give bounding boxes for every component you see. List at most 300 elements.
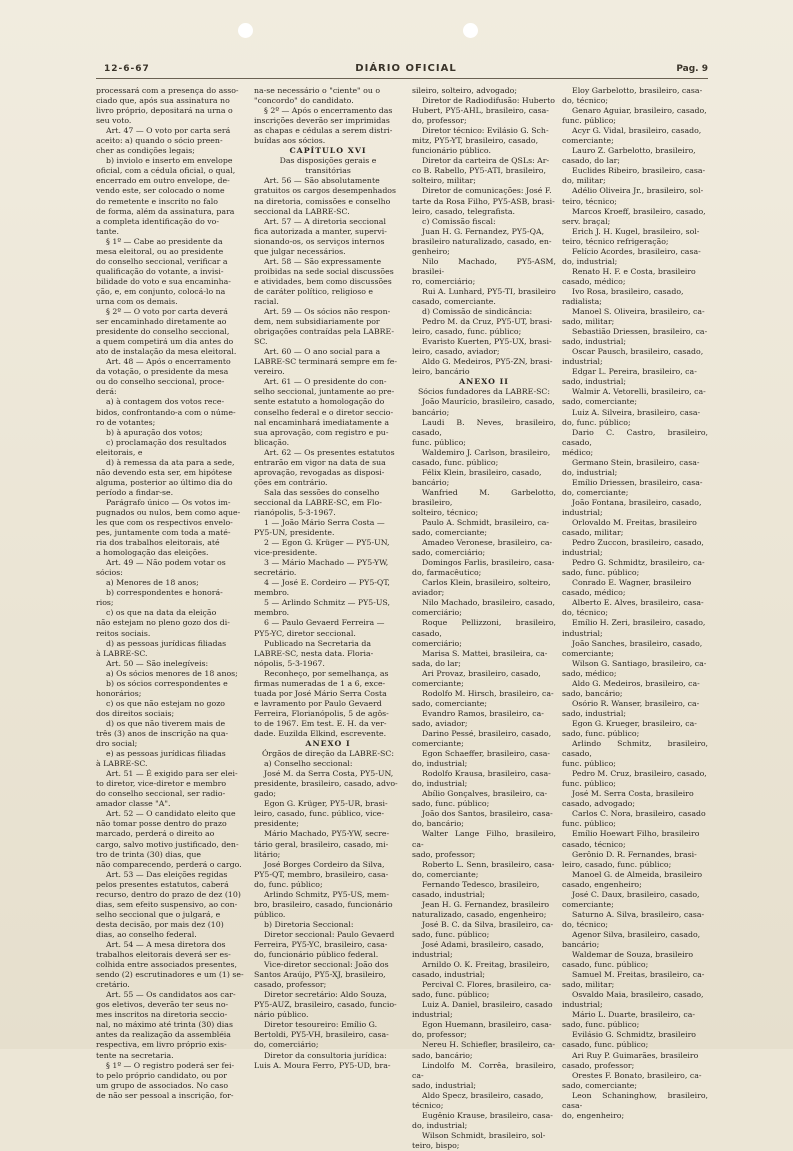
text-line: funcionário público.	[412, 146, 491, 156]
text-line: Ivo Rosa, brasileiro, casado,	[572, 286, 684, 296]
text-line: casado, médico;	[562, 588, 626, 598]
text-line: to de 1967. Em test. E. H. da ver-	[254, 718, 387, 728]
text-line: racial.	[254, 296, 279, 306]
text-line: tente na secretaria.	[96, 1050, 174, 1060]
text-line: seccional da LABRE-SC, em Flo-	[254, 497, 382, 507]
text-line: do, func. público;	[562, 417, 631, 427]
text-line: Sebastião Driessen, brasileiro, ca-	[572, 327, 708, 337]
text-line: d) os que não tiverem mais de	[106, 718, 226, 728]
text-line: Eloy Garbelotto, brasileiro, casa-	[572, 86, 703, 95]
text-line: Marisa S. Mattei, brasileira, ca-	[422, 648, 548, 658]
text-line: casado, industrial;	[412, 889, 485, 899]
text-line: Roberto L. Senn, brasileiro, casa-	[422, 859, 555, 869]
text-line: Luis A. Moura Ferro, PY5-UD, bra-	[254, 1060, 391, 1070]
text-line: LABRE-SC, nesta data. Floria-	[254, 648, 374, 658]
text-line: b) à apuração dos votos;	[106, 427, 203, 437]
text-line: Renato H. F. e Costa, brasileiro	[572, 266, 696, 276]
text-line: amador classe "A".	[96, 799, 171, 809]
text-line: casado, func. público;	[562, 960, 649, 970]
text-line: José B. C. da Silva, brasileiro, ca-	[422, 919, 554, 929]
text-line: radialista;	[562, 296, 602, 306]
text-line: ato de instalação da mesa eleitoral.	[96, 347, 237, 357]
text-line: médico;	[562, 447, 594, 457]
text-line: dias, sem efeito suspensivo, ao con-	[96, 899, 238, 909]
text-line: João Maurício, brasileiro, casado,	[422, 397, 555, 407]
text-line: bidos, confrontando-a com o núme-	[96, 407, 236, 417]
text-line: e) as pessoas jurídicas filiadas	[106, 749, 226, 759]
text-line: qualificação do votante, a invisi-	[96, 266, 224, 276]
text-line: aprovação, revogadas as disposi-	[254, 467, 385, 477]
text-line: Mário L. Duarte, brasileiro, ca-	[572, 1010, 696, 1020]
text-line: Conrado E. Wagner, brasileiro	[572, 578, 692, 588]
text-line: vereiro.	[254, 367, 285, 377]
text-line: Jean H. G. Fernandez, brasileiro	[422, 899, 550, 909]
text-line: Diretor secretário: Aldo Souza,	[264, 990, 387, 1000]
text-line: selho seccional que o julgará, e	[96, 909, 221, 919]
text-line: e atividades, bem como discussões	[254, 276, 392, 286]
text-line: Sala das sessões do conselho	[264, 487, 380, 497]
text-line: do, func. público;	[254, 879, 323, 889]
text-line: Agenor Silva, brasileiro, casado,	[572, 929, 701, 939]
text-line: respectiva, em livro próprio exis-	[96, 1040, 227, 1050]
text-line: sado, militar;	[562, 317, 615, 327]
text-line: Osório R. Wanser, brasileiro, ca-	[572, 698, 700, 708]
text-line: casado, comerciante.	[412, 296, 496, 306]
text-line: gos eletivos, deverão ter seus no-	[96, 1000, 229, 1010]
text-line: Diretor da carteira de QSLs: Ar-	[422, 156, 550, 166]
text-line: Rui A. Lunhard, PY5-TI, brasileiro	[422, 286, 556, 296]
text-line: Pedro M. da Cruz, PY5-UT, brasi-	[422, 317, 553, 327]
text-line: PY5-UN, presidente.	[254, 528, 335, 538]
text-line: fica autorizada a manter, supervi-	[254, 226, 387, 236]
text-line: Percival C. Flores, brasileiro, ca-	[422, 980, 552, 990]
text-line: Orlovaldo M. Freitas, brasileiro	[572, 518, 697, 528]
text-line: Adélio Oliveira Jr., brasileiro, sol-	[572, 186, 704, 196]
text-column-3	[412, 86, 556, 1150]
text-line: Sócios fundadores da LABRE-SC:	[417, 387, 551, 397]
text-line: inscrições deverão ser imprimidas	[254, 116, 390, 126]
text-line: sionando-os, os serviços internos	[254, 236, 385, 246]
text-line: casado, func. público;	[412, 457, 499, 467]
text-line: nópolis, 5-3-1967.	[254, 658, 325, 668]
text-line: na-se necessário o "ciente" ou o	[254, 86, 381, 95]
text-line: Genaro Aguiar, brasileiro, casado,	[572, 106, 707, 116]
text-line: Walmir A. Vetorelli, brasileiro, ca-	[572, 387, 706, 397]
text-line: José Adami, brasileiro, casado,	[422, 939, 544, 949]
text-line: sado, aviador;	[412, 718, 468, 728]
text-line: serv. braçal;	[562, 216, 611, 226]
text-line: industrial;	[562, 548, 603, 558]
text-line: Domingos Farlis, brasileiro, casa-	[422, 558, 555, 568]
text-line: b) inviolo e inserto em envelope	[106, 156, 233, 166]
text-line: les que com os respectivos envelo-	[96, 518, 233, 528]
text-line: c) Comissão fiscal:	[422, 216, 496, 226]
text-line: naturalizado, casado, engenheiro;	[412, 909, 547, 919]
text-line: nal encaminhará imediatamente a	[254, 417, 390, 427]
text-line: Diretor da consultoria jurídica:	[264, 1050, 387, 1060]
text-column-1	[96, 86, 246, 1100]
text-line: casado, engenheiro;	[562, 879, 642, 889]
text-line: Carlos Klein, brasileiro, solteiro,	[422, 578, 551, 588]
text-line: conselho federal e o diretor seccio-	[254, 407, 394, 417]
text-line: Manoel S. Oliveira, brasileiro, ca-	[572, 307, 705, 317]
text-line: aceito: a) quando o sócio preen-	[96, 136, 223, 146]
text-line: reitos sociais.	[96, 628, 151, 638]
text-line: entrarão em vigor na data de sua	[254, 457, 386, 467]
text-line: 6 — Paulo Gevaerd Ferreira —	[264, 618, 385, 628]
text-line: sado, bancário;	[562, 688, 623, 698]
text-line: PY5-YC, diretor seccional.	[254, 628, 356, 638]
text-line: membro.	[254, 608, 290, 618]
text-line: Amadeo Veronese, brasileiro, ca-	[422, 538, 553, 548]
text-line: João dos Santos, brasileiro, casa-	[422, 809, 553, 819]
text-line: sado, comerciante;	[412, 698, 487, 708]
text-line: do, comerciante;	[562, 487, 629, 497]
text-line: secretário.	[254, 568, 297, 578]
text-line: Pedro G. Schmidtz, brasileiro, ca-	[572, 558, 705, 568]
text-line: Art. 52 — O candidato eleito que	[106, 809, 236, 819]
text-line: Diretor tesoureiro: Emílio G.	[264, 1020, 378, 1030]
text-line: func. público;	[562, 819, 616, 829]
text-line: bancário;	[412, 407, 450, 417]
text-line: PY5-AUZ, brasileiro, casado, funcio-	[254, 1000, 397, 1010]
text-line: tário geral, brasileiro, casado, mi-	[254, 839, 389, 849]
text-line: Wilson Schmidt, brasileiro, sol-	[422, 1130, 546, 1140]
text-line: do, professor;	[412, 1030, 467, 1040]
text-line: buídas aos sócios.	[254, 136, 326, 146]
text-line: de não ser pessoal a inscrição, for-	[96, 1090, 234, 1100]
text-line: do remetente e inscrito no falo	[96, 196, 218, 206]
text-line: 2 — Egon G. Krüger — PY5-UN,	[264, 538, 390, 548]
text-line: casado, industrial;	[412, 970, 485, 980]
text-line: "concordo" do candidato.	[254, 96, 354, 106]
text-line: sado, comerciário;	[412, 548, 486, 558]
text-line: industrial;	[412, 1010, 453, 1020]
text-line: Euclides Ribeiro, brasileiro, casa-	[572, 166, 706, 176]
text-line: Egon Huemann, brasileiro, casa-	[422, 1020, 552, 1030]
text-column-2	[254, 86, 402, 1070]
text-line: Evaristo Kuerten, PY5-UX, brasi-	[422, 337, 552, 347]
text-line: ção, e, em conjunto, colocá-lo na	[96, 286, 226, 296]
text-line: sua aprovação, com registro e pu-	[254, 427, 389, 437]
text-line: sado, func. público;	[412, 929, 490, 939]
text-line: comerciário;	[412, 638, 462, 648]
text-line: Emílio Hoewart Filho, brasileiro	[572, 829, 700, 839]
text-line: bancário;	[562, 939, 600, 949]
text-line: Nilo Machado, PY5-ASM, brasilei-	[412, 256, 556, 276]
text-line: pugnados ou nulos, bem como aque-	[96, 507, 241, 517]
text-line: aviador;	[412, 588, 445, 598]
text-line: não comparecendo, perderá o cargo.	[96, 859, 242, 869]
text-line: sado, industrial;	[562, 377, 626, 387]
header-rule	[96, 78, 708, 79]
text-line: industrial;	[412, 950, 453, 960]
text-line: teiro, técnico;	[562, 196, 617, 206]
text-line: não tomar posse dentro do prazo	[96, 819, 227, 829]
text-line: Art. 47 — O voto por carta será	[106, 126, 231, 136]
text-line: público.	[254, 909, 286, 919]
text-line: Reconheço, por semelhança, as	[264, 668, 389, 678]
text-line: presidente do conselho seccional,	[96, 327, 230, 337]
text-line: comerciante;	[412, 739, 464, 749]
text-line: LABRE-SC terminará sempre em fe-	[254, 357, 397, 367]
text-line: casado, militar;	[562, 528, 624, 538]
text-line: Waldemar de Souza, brasileiro	[572, 950, 694, 960]
text-line: Art. 60 — O ano social para a	[264, 347, 381, 357]
text-line: colhida entre associados presentes,	[96, 960, 237, 970]
text-line: do, industrial;	[412, 779, 468, 789]
text-line: do conselho seccional, ser radio-	[96, 789, 226, 799]
text-line: dem, nem subsidiariamente por	[254, 317, 380, 327]
text-line: teiro, bispo;	[412, 1140, 460, 1150]
text-line: sado, militar;	[562, 980, 615, 990]
text-line: Alberto E. Alves, brasileiro, casa-	[572, 598, 704, 608]
text-line: co B. Rabello, PY5-ATI, brasileiro,	[412, 166, 546, 176]
text-line: Diretor técnico: Evilásio G. Sch-	[422, 126, 549, 136]
text-line: nal, no máximo até trinta (30) dias	[96, 1020, 233, 1030]
text-line: período a findar-se.	[96, 487, 174, 497]
text-line: sado, industrial;	[562, 337, 626, 347]
text-line: Gerônio D. R. Fernandes, brasi-	[572, 849, 697, 859]
text-line: cretário.	[96, 980, 130, 990]
text-line: ro de votantes;	[96, 417, 156, 427]
text-line: proibidas na sede social discussões	[254, 266, 394, 276]
text-line: Germano Stein, brasileiro, casa-	[572, 457, 700, 467]
text-line: blicação.	[254, 437, 290, 447]
text-line: casado, advogado;	[562, 799, 635, 809]
text-line: Egon G. Krüger, PY5-UR, brasi-	[264, 799, 388, 809]
text-line: § 2º — O voto por carta deverá	[106, 307, 228, 317]
text-line: mitz, PY5-YT, brasileiro, casado,	[412, 136, 539, 146]
text-line: Walter Lange Filho, brasileiro, ca-	[412, 829, 556, 849]
page-header	[96, 62, 708, 76]
text-line: Leon Schaninghow, brasileiro, casa-	[562, 1090, 708, 1110]
text-line: func. público;	[562, 759, 616, 769]
text-line: tro de trinta (30) dias, que	[96, 849, 201, 859]
text-line: industrial;	[562, 357, 603, 367]
text-line: ria dos trabalhos eleitorais, até	[96, 538, 220, 548]
text-line: ser encaminhado diretamente ao	[96, 317, 227, 327]
text-line: c) proclamação dos resultados	[106, 437, 227, 447]
text-line: processará com a presença do asso-	[96, 86, 239, 95]
text-line: Saturno A. Silva, brasileiro, casa-	[572, 909, 705, 919]
text-line: e lavramento por Paulo Gevaerd	[254, 698, 382, 708]
text-line: Lindolfo M. Corrêa, brasileiro, ca-	[412, 1060, 556, 1080]
header-date: 12-6-67	[104, 64, 150, 74]
text-line: § 1º — Cabe ao presidente da	[106, 236, 223, 246]
section-heading: ANEXO II	[459, 377, 509, 387]
text-line: Art. 58 — São expressamente	[264, 256, 382, 266]
text-line: casado, professor;	[254, 980, 327, 990]
text-line: não devendo esta ser, em hipótese	[96, 467, 233, 477]
text-line: Egon G. Krueger, brasileiro, ca-	[572, 718, 697, 728]
text-line: Art. 49 — Não podem votar os	[106, 558, 226, 568]
text-line: Art. 53 — Das eleições regidas	[106, 869, 228, 879]
text-line: leiro, casado, func. público;	[562, 859, 672, 869]
text-line: um grupo de associados. No caso	[96, 1080, 229, 1090]
text-line: SC.	[254, 337, 268, 347]
text-line: to pelo próprio candidato, ou por	[96, 1070, 227, 1080]
text-line: do, professor;	[412, 116, 467, 126]
text-line: brasileiro naturalizado, casado, en-	[412, 236, 552, 246]
text-line: Pedro M. Cruz, brasileiro, casado,	[572, 769, 707, 779]
text-line: Hubert, PY5-AHL, brasileiro, casa-	[412, 106, 549, 116]
text-line: Luiz A. Daniel, brasileiro, casado	[422, 1000, 553, 1010]
text-line: sada, do lar;	[412, 658, 461, 668]
text-line: Aldo G. Medeiros, brasileiro, ca-	[572, 678, 700, 688]
text-line: Nilo Machado, brasileiro, casado,	[422, 598, 555, 608]
text-line: casado, do lar;	[562, 156, 620, 166]
text-line: solteiro, técnico;	[412, 507, 479, 517]
text-line: sado, comerciante;	[562, 397, 637, 407]
text-line: a) à contagem dos votos rece-	[106, 397, 225, 407]
text-line: Fernando Tedesco, brasileiro,	[422, 879, 540, 889]
text-line: do, bancário;	[412, 819, 464, 829]
text-line: bro, brasileiro, casado, funcionário	[254, 899, 393, 909]
text-line: sado, func. público;	[412, 990, 490, 1000]
text-line: do, técnico;	[562, 96, 608, 106]
text-line: do, comerciário;	[254, 1040, 319, 1050]
text-line: do conselho seccional, verificar a	[96, 256, 228, 266]
text-line: Egon Schaeffer, brasileiro, casa-	[422, 749, 550, 759]
text-line: transitórias	[305, 166, 351, 176]
text-line: livro próprio, depositará na urna o	[96, 106, 233, 116]
text-line: a quem competirá um dia antes do	[96, 337, 234, 347]
text-line: do, comerciante;	[412, 869, 479, 879]
text-line: casado, professor;	[562, 1060, 635, 1070]
text-line: Art. 48 — Após o encerramento	[106, 357, 231, 367]
text-line: de forma, além da assinatura, para	[96, 206, 235, 216]
text-line: PY5-QT, membro, brasileiro, casa-	[254, 869, 389, 879]
text-line: ções em contrário.	[254, 477, 328, 487]
text-line: eleitorais, e	[96, 447, 143, 457]
text-line: 1 — João Mário Serra Costa —	[264, 518, 385, 528]
text-line: Rodolfo Krausa, brasileiro, casa-	[422, 769, 551, 779]
text-line: industrial;	[562, 628, 603, 638]
text-line: Wilson G. Santiago, brasileiro, ca-	[572, 658, 707, 668]
text-line: industrial;	[562, 1000, 603, 1010]
text-line: dias, ao conselho federal.	[96, 929, 197, 939]
text-line: bilidade do voto e sua encaminha-	[96, 276, 231, 286]
text-line: rianópolis, 5-3-1967.	[254, 507, 336, 517]
text-line: membro.	[254, 588, 290, 598]
text-line: to diretor, vice-diretor e membro	[96, 779, 227, 789]
text-line: Pedro Zuccon, brasileiro, casado,	[572, 538, 704, 548]
text-line: Bertoldi, PY5-VH, brasileiro, casa-	[254, 1030, 389, 1040]
text-line: Diretor seccional: Paulo Gevaerd	[264, 929, 395, 939]
text-line: sado, func. público;	[562, 729, 640, 738]
text-line: dro social;	[96, 739, 138, 749]
text-line: Lauro Z. Garbelotto, brasileiro,	[572, 146, 696, 156]
text-line: comerciante;	[562, 648, 614, 658]
text-line: d) as pessoas jurídicas filiadas	[106, 638, 227, 648]
text-line: sado, bancário;	[412, 1050, 473, 1060]
text-line: a) Menores de 18 anos;	[106, 578, 199, 588]
text-line: da votação, o presidente da mesa	[96, 367, 229, 377]
text-line: do, técnico;	[562, 608, 608, 618]
text-line: oficial, com a cédula oficial, o qual,	[96, 166, 236, 176]
text-line: sado, professor;	[412, 849, 476, 859]
text-line: Art. 62 — Os presentes estatutos	[264, 447, 395, 457]
text-line: dade. Euzilda Elkind, escrevente.	[254, 729, 387, 738]
text-line: Laudi B. Neves, brasileiro, casado,	[412, 417, 556, 437]
text-line: casado, técnico;	[562, 839, 626, 849]
text-line: leiro, casado, func. público;	[412, 327, 522, 337]
text-line: pelos presentes estatutos, caberá	[96, 879, 229, 889]
text-line: Wanfried M. Garbelotto, brasileiro,	[412, 487, 556, 507]
text-line: obrigações contraídas pela LABRE-	[254, 327, 395, 337]
text-line: alguma, posterior ao último dia do	[96, 477, 233, 487]
text-line: Acyr G. Vidal, brasileiro, casado,	[572, 126, 702, 136]
text-line: Edgar L. Pereira, brasileiro, ca-	[572, 367, 697, 377]
text-line: Das disposições gerais e	[279, 156, 377, 166]
text-line: comerciário;	[412, 608, 462, 618]
text-line: Nereu H. Schiefler, brasileiro, ca-	[422, 1040, 556, 1050]
text-line: b) Diretoria Seccional:	[264, 919, 354, 929]
text-line: leiro, casado, telegrafista.	[412, 206, 515, 216]
text-line: do, engenheiro;	[562, 1110, 625, 1120]
text-line: § 2º — Após o encerramento das	[264, 106, 393, 116]
text-line: Dario C. Castro, brasileiro, casado,	[562, 427, 708, 447]
text-line: sócios:	[96, 568, 123, 578]
text-line: casado, func. público;	[562, 1040, 649, 1050]
text-line: sendo (2) escrutinadores e um (1) se-	[96, 970, 244, 980]
text-line: dos direitos sociais;	[96, 708, 175, 718]
text-line: sado, func. público;	[562, 568, 640, 578]
text-line: Diretor de Radiodifusão: Huberto	[422, 96, 555, 106]
text-line: Carlos C. Nora, brasileiro, casado	[572, 809, 706, 819]
text-line: Ari Provaz, brasileiro, casado,	[422, 668, 541, 678]
text-line: comerciante;	[412, 678, 464, 688]
text-line: a homologação das eleições.	[96, 548, 209, 558]
text-line: urna com os demais.	[96, 296, 178, 306]
header-title: DIÁRIO OFICIAL	[355, 63, 457, 74]
text-line: recurso, dentro do prazo de dez (10)	[96, 889, 241, 899]
text-line: leiro, casado, aviador;	[412, 347, 500, 357]
text-line: Mário Machado, PY5-YW, secre-	[264, 829, 390, 839]
text-line: Art. 61 — O presidente do con-	[264, 377, 387, 387]
text-line: firmas numeradas de 1 a 6, exce-	[254, 678, 386, 688]
text-line: Erich J. H. Kugel, brasileiro, sol-	[572, 226, 700, 236]
text-line: teiro, técnico refrigeração;	[562, 236, 669, 246]
text-line: Ferreira, PY5-YC, brasileiro, casa-	[254, 939, 388, 949]
text-line: do, militar;	[562, 176, 606, 186]
text-line: seccional da LABRE-SC.	[254, 206, 350, 216]
text-line: marcado, perderá o direito ao	[96, 829, 215, 839]
text-line: pes, juntamente com toda a maté-	[96, 528, 231, 538]
text-column-4	[562, 86, 708, 1120]
text-line: tuada por José Mário Serra Costa	[254, 688, 387, 698]
text-line: bancário;	[412, 477, 450, 487]
text-line: derá:	[96, 387, 117, 397]
text-line: à LABRE-SC.	[96, 759, 148, 769]
text-line: do, industrial;	[412, 759, 468, 769]
text-line: vice-presidente.	[254, 548, 318, 558]
text-line: Félix Klein, brasileiro, casado,	[422, 467, 542, 477]
text-line: solteiro, militar;	[412, 176, 476, 186]
text-line: sado, func. público;	[412, 799, 490, 809]
punch-hole	[238, 23, 253, 38]
text-line: Roque Pellizzoni, brasileiro, casado,	[412, 618, 556, 638]
text-line: 4 — José E. Cordeiro — PY5-QT,	[264, 578, 390, 588]
text-line: desta decisão, por mais dez (10)	[96, 919, 224, 929]
text-line: Ari Ruy P. Guimarães, brasileiro	[572, 1050, 699, 1060]
text-line: José C. Daux, brasileiro, casado,	[572, 889, 700, 899]
text-line: João Sanches, brasileiro, casado,	[572, 638, 703, 648]
text-line: Vice-diretor seccional: João dos	[264, 960, 389, 970]
text-line: Arlindo Schmitz, brasileiro, casado,	[562, 739, 708, 759]
text-line: 5 — Arlindo Schmitz — PY5-US,	[264, 598, 390, 608]
